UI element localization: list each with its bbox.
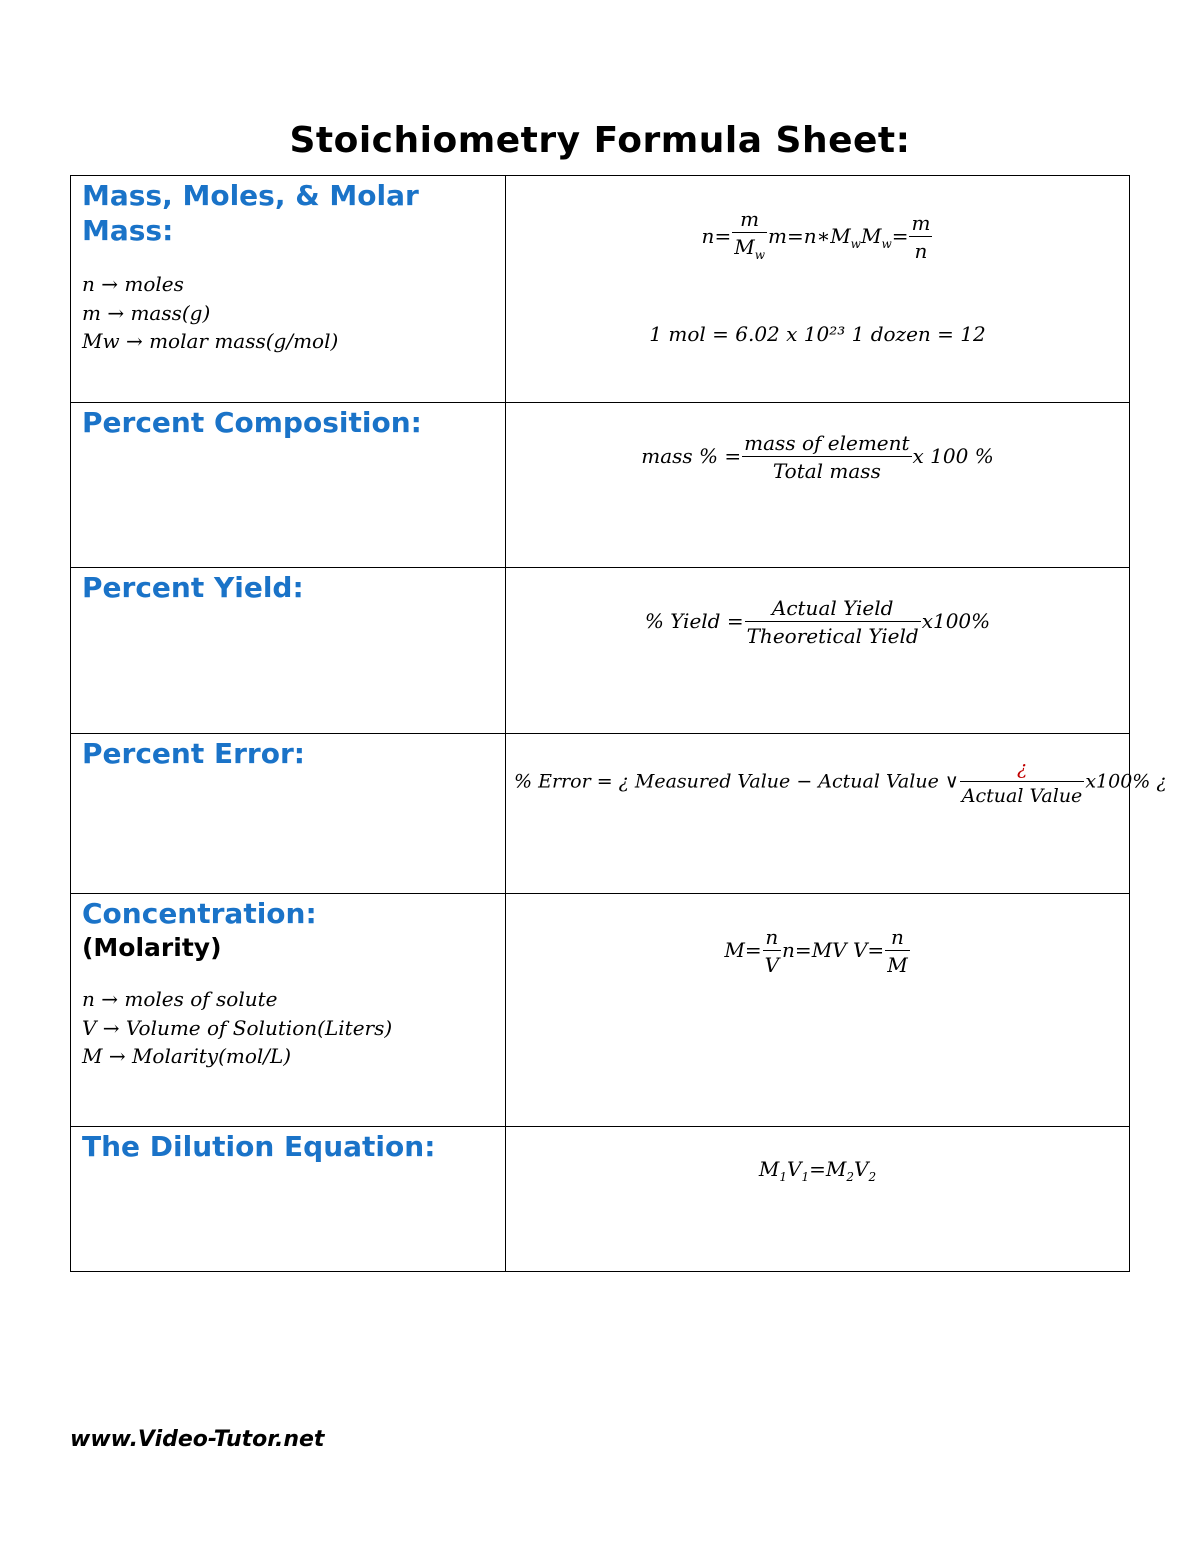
formula-cell-mass <box>506 176 1130 403</box>
variables-concentration <box>82 985 495 1071</box>
table-row <box>71 734 1130 894</box>
subheading-molarity: (Molarity) <box>82 933 222 962</box>
label-cell-concentration <box>71 894 506 1127</box>
var-n: n → moles of solute <box>82 987 278 1011</box>
var-mw: Mw → molar mass(g/mol) <box>82 329 339 353</box>
var-v: V → Volume of Solution(Liters) <box>82 1015 393 1040</box>
formula-moles: n= $\frac{m}{M_w}$ $m=n∗M_wM_w=$ $\frac{m}{n}$ <box>701 207 931 263</box>
table-row <box>71 1127 1130 1272</box>
label-cell-dilution <box>71 1127 506 1272</box>
heading-composition: Percent Composition: <box>82 406 422 439</box>
heading-mass: Mass, Moles, & Molar Mass: <box>82 179 419 247</box>
table-row <box>71 568 1130 734</box>
formula-dilution: $M_1V_1=M_2V_2$ <box>758 1157 877 1184</box>
formula-molarity: M= $\frac{n}{V}$ n=MV V= $\frac{n}{M}$ <box>724 925 908 977</box>
formula-percent-composition: mass % = $\frac{\text{mass of element}}{\text{Total mass}}$ x 100 % <box>641 431 994 483</box>
formula-cell-dilution <box>506 1127 1130 1272</box>
variables-mass <box>82 270 495 356</box>
formula-percent-error: % Error = ¿ Measured Value − Actual Value ∨ $\frac{¿}{\text{Actual Value}}$ x100% ¿ <box>514 757 1167 807</box>
formula-avogadro: 1 mol = 6.02 x 10²³ 1 dozen = 12 <box>649 322 986 346</box>
var-m: m → mass(g) <box>82 300 211 325</box>
formula-cell-error <box>506 734 1167 894</box>
heading-dilution: The Dilution Equation: <box>82 1130 436 1163</box>
heading-error: Percent Error: <box>82 737 305 770</box>
table-row <box>71 894 1130 1127</box>
footer-website: www.Video-Tutor.net <box>70 1427 325 1452</box>
table-row <box>71 403 1130 568</box>
var-molarity: M → Molarity(mol/L) <box>82 1044 292 1068</box>
formula-cell-composition <box>506 403 1130 568</box>
table-row <box>71 176 1130 403</box>
formula-cell-yield <box>506 568 1130 734</box>
label-cell-yield <box>71 568 506 734</box>
formula-percent-yield: % Yield = $\frac{\text{Actual Yield}}{\text{Theoretical Yield}}$ x100% <box>644 596 991 648</box>
label-cell-error <box>71 734 506 894</box>
label-cell-mass <box>71 176 506 403</box>
page-title: Stoichiometry Formula Sheet: <box>289 120 911 161</box>
heading-concentration: Concentration: <box>82 897 317 930</box>
heading-yield: Percent Yield: <box>82 571 304 604</box>
formula-cell-concentration <box>506 894 1130 1127</box>
var-n: n → moles <box>82 272 184 296</box>
label-cell-composition <box>71 403 506 568</box>
formula-table <box>70 175 1167 1272</box>
